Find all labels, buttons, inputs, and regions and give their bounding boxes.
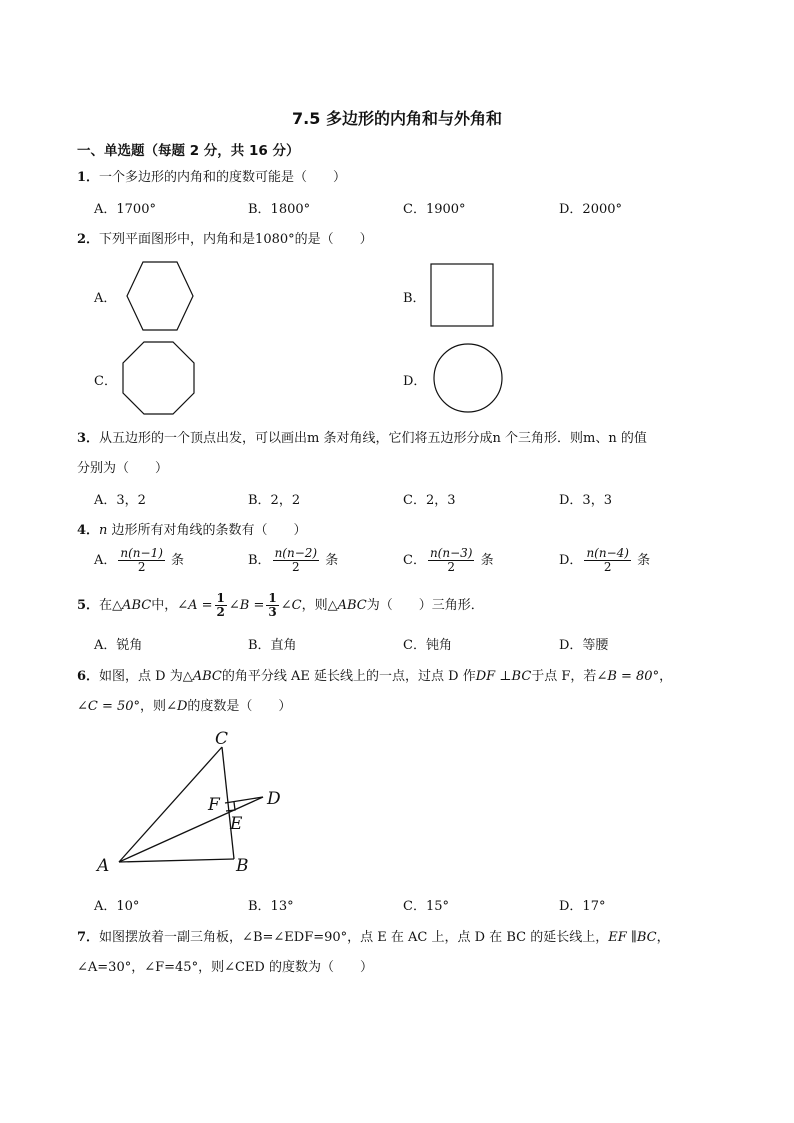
triangle-abc: △ABC <box>112 598 152 613</box>
question-7-cont: ∠A=30°，∠F=45°，则∠CED 的度数为（ ） <box>77 960 373 975</box>
question-4 <box>77 519 307 538</box>
variable-n: n <box>99 523 108 538</box>
fraction <box>266 592 278 619</box>
triangle-abc: △ABC <box>327 598 367 613</box>
q2-option-c[interactable]: C． <box>94 374 117 389</box>
question-number: 3． <box>77 431 100 446</box>
question-7 <box>77 926 670 945</box>
page-title: 7.5 多边形的内角和与外角和 <box>292 109 502 128</box>
hexagon-icon <box>126 261 194 331</box>
question-text: 边形所有对角线的条数有（ ） <box>107 523 307 538</box>
q5-option-b[interactable]: B．直角 <box>248 638 297 653</box>
option-suffix: 条 <box>637 553 651 568</box>
fraction-numerator: n(n−1) <box>120 546 163 560</box>
question-text: 从五边形的一个顶点出发，可以画出m 条对角线，它们将五边形分成n 个三角形．则m、n 的值 <box>99 431 647 446</box>
fraction-denominator: 2 <box>216 605 225 619</box>
label-b: B <box>236 856 249 876</box>
q3-option-c[interactable]: C．2，3 <box>403 493 456 508</box>
option-suffix: 条 <box>480 553 494 568</box>
q6-option-c[interactable]: C．15° <box>403 899 449 914</box>
q5-option-d[interactable]: D．等腰 <box>559 638 609 653</box>
text-segment: 如图摆放着一副三角板，∠B=∠EDF=90°，点 E 在 AC 上，点 D 在 BC 的延长线上， <box>99 930 609 945</box>
triangle-figure <box>95 725 295 880</box>
text-segment: 在 <box>99 598 113 613</box>
option-label: C． <box>403 553 426 568</box>
q2-option-d[interactable]: D． <box>403 374 427 389</box>
q3-option-a[interactable]: A．3，2 <box>94 493 146 508</box>
text-segment: ， <box>656 930 670 945</box>
text-segment: 如图，点 D 为 <box>99 669 183 684</box>
question-number: 1． <box>77 170 100 185</box>
fraction-denominator: 2 <box>447 560 456 574</box>
option-label: A． <box>94 553 117 568</box>
q4-option-a[interactable] <box>94 547 184 574</box>
q6-option-d[interactable]: D．17° <box>559 899 606 914</box>
square-icon <box>430 263 494 327</box>
label-f: F <box>208 795 220 815</box>
option-suffix: 条 <box>171 553 185 568</box>
question-number: 5． <box>77 598 100 613</box>
question-1 <box>77 166 346 185</box>
text-segment: ， <box>659 669 673 684</box>
fraction <box>273 547 320 574</box>
ef-parallel-bc: EF ∥BC <box>608 930 657 945</box>
angle-b: ∠B = <box>228 598 265 613</box>
q2-option-b[interactable]: B． <box>403 291 426 306</box>
question-5 <box>77 592 484 619</box>
angle-c: ∠C <box>280 598 302 613</box>
text-segment: 于点 F，若 <box>531 669 597 684</box>
text-segment: 的角平分线 AE 延长线上的一点，过点 D 作 <box>221 669 476 684</box>
angle-b: ∠B = 80° <box>596 669 660 684</box>
label-e: E <box>230 814 243 834</box>
q1-option-d[interactable]: D．2000° <box>559 202 623 217</box>
octagon-icon <box>121 341 196 416</box>
label-c: C <box>215 729 229 749</box>
question-3 <box>77 427 647 446</box>
fraction-numerator: n(n−4) <box>586 546 629 560</box>
df-perp-bc: DF ⊥BC <box>475 669 532 684</box>
q2-option-a[interactable]: A． <box>94 291 117 306</box>
fraction-denominator: 2 <box>292 560 300 574</box>
option-label: D． <box>559 553 583 568</box>
question-number: 2． <box>77 232 100 247</box>
fraction-numerator: 1 <box>216 591 225 605</box>
fraction-denominator: 3 <box>268 605 277 619</box>
question-number: 7． <box>77 930 100 945</box>
q6-option-a[interactable]: A．10° <box>94 899 140 914</box>
circle-icon <box>433 343 503 413</box>
fraction <box>215 592 227 619</box>
fraction-denominator: 2 <box>137 560 146 574</box>
option-suffix: 条 <box>325 553 339 568</box>
question-text: 下列平面图形中，内角和是1080°的是（ ） <box>99 232 373 247</box>
q3-option-b[interactable]: B．2，2 <box>248 493 301 508</box>
question-3-cont: 分别为（ ） <box>77 461 169 476</box>
triangle-abc: △ABC <box>182 669 222 684</box>
section-heading: 一、单选题（每题 2 分，共 16 分） <box>77 143 300 159</box>
fraction <box>584 547 631 574</box>
fraction-numerator: 1 <box>268 591 277 605</box>
fraction-numerator: n(n−2) <box>274 546 318 560</box>
fraction <box>118 547 165 574</box>
question-6 <box>77 665 672 684</box>
text-segment: 的度数是（ ） <box>187 699 292 714</box>
label-d: D <box>267 789 281 809</box>
text-segment: ，则 <box>301 598 328 613</box>
question-number: 4． <box>77 523 100 538</box>
q4-option-b[interactable] <box>248 547 338 574</box>
question-number: 6． <box>77 669 100 684</box>
label-a: A <box>97 856 110 876</box>
fraction-denominator: 2 <box>603 560 612 574</box>
angle-a: ∠A = <box>177 598 213 613</box>
question-6-cont <box>77 695 291 714</box>
text-segment: 中， <box>151 598 178 613</box>
fraction <box>428 547 475 574</box>
q1-option-a[interactable]: A．1700° <box>94 202 156 217</box>
text-segment: ，则 <box>140 699 167 714</box>
question-text: 一个多边形的内角和的度数可能是（ ） <box>99 170 347 185</box>
question-2 <box>77 228 373 247</box>
q1-option-c[interactable]: C．1900° <box>403 202 466 217</box>
option-label: B． <box>248 553 271 568</box>
q5-option-c[interactable]: C．钝角 <box>403 638 452 653</box>
q4-option-c[interactable] <box>403 547 494 574</box>
q6-option-b[interactable]: B．13° <box>248 899 294 914</box>
angle-d: ∠D <box>166 699 188 714</box>
fraction-numerator: n(n−3) <box>429 546 473 560</box>
q4-option-d[interactable] <box>559 547 650 574</box>
q5-option-a[interactable]: A．锐角 <box>94 638 143 653</box>
angle-c: ∠C = 50° <box>77 699 141 714</box>
text-segment: 为（ ）三角形． <box>366 598 484 613</box>
q3-option-d[interactable]: D．3，3 <box>559 493 612 508</box>
q1-option-b[interactable]: B．1800° <box>248 202 311 217</box>
